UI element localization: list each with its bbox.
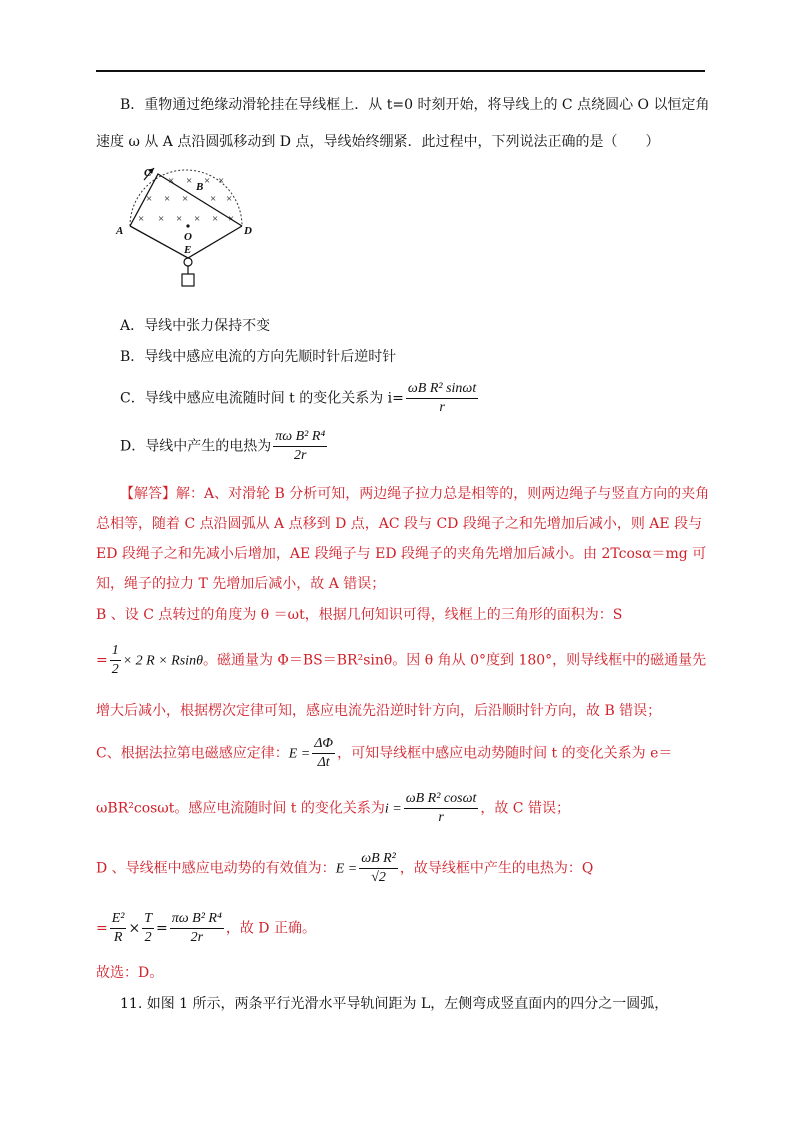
answer-c-line2: ωBR²cosωt。感应电流随时间 t 的变化关系为i = $\frac{\text{ωB R² cosωt}}{r}$ ，故 C 错误； <box>96 791 570 825</box>
answer-b-line2: = $\frac{1}{2}$ × 2 R × Rsinθ。磁通量为 Φ＝BS＝BR²sinθ。因 θ 角从 0°度到 180°，则导线框中的磁通量先 <box>96 643 707 677</box>
label-e: E <box>184 244 192 256</box>
answer-a-line1: 【解答】解：A、对滑轮 B 分析可知，两边绳子拉力总是相等的，则两边绳子与竖直方向的夹角 <box>120 486 710 502</box>
label-o: O <box>184 231 192 243</box>
circuit-figure <box>112 160 252 290</box>
header-rule <box>96 70 705 72</box>
svg-text:×: × <box>164 193 171 205</box>
svg-text:×: × <box>138 213 145 225</box>
answer-d-line1: D 、导线框中感应电动势的有效值为：E = $\frac{\text{ωB R²}}{√2}$ ，故导线框中产生的电热为：Q <box>96 851 594 885</box>
magnetic-field-marks <box>138 175 234 225</box>
answer-a-line2: 总相等，随着 C 点沿圆弧从 A 点移到 D 点，AC 段与 CD 段绳子之和先增加后减小，则 AE 段与 <box>96 516 703 532</box>
option-b: B．导线中感应电流的方向先顺时针后逆时针 <box>120 349 397 365</box>
svg-text:×: × <box>218 175 225 187</box>
svg-text:×: × <box>204 175 211 187</box>
svg-text:×: × <box>226 193 233 205</box>
svg-text:×: × <box>168 175 175 187</box>
label-b: B <box>196 181 204 193</box>
svg-text:×: × <box>146 193 153 205</box>
svg-text:×: × <box>194 213 201 225</box>
svg-text:×: × <box>176 213 183 225</box>
answer-a-line4: 知，绳子的拉力 T 先增加后减小，故 A 错误； <box>96 576 386 592</box>
label-a: A <box>116 225 124 237</box>
option-c: C．导线中感应电流随时间 t 的变化关系为 i= $\frac{\text{ωB R² sinωt}}{r}$ <box>120 381 477 415</box>
answer-c-line1: C、根据法拉第电磁感应定律：E = $\frac{\Delta\Phi}{\Delta t}$ ，可知导线框中感应电动势随时间 t 的变化关系为 e＝ <box>96 736 673 770</box>
question-line-1: B．重物通过绝缘动滑轮挂在导线框上．从 t=0 时刻开始，将导线上的 C 点绕圆心 O 以恒定角 <box>120 97 710 113</box>
answer-d-line2: = $\frac{\text{E²}}{R}$ × $\frac{T}{2}$ = $\frac{\text{πω B² R⁴}}{2r}$ ，故 D 正确。 <box>96 911 316 945</box>
answer-a-line3: ED 段绳子之和先减小后增加，AE 段绳子与 ED 段绳子的夹角先增加后减小。由 2Tcosα＝mg 可 <box>96 546 707 562</box>
svg-text:×: × <box>158 213 165 225</box>
label-c: C <box>144 167 152 179</box>
svg-text:×: × <box>186 175 193 187</box>
label-d: D <box>244 225 252 237</box>
svg-text:×: × <box>228 213 235 225</box>
svg-text:×: × <box>210 193 217 205</box>
answer-b-line3: 增大后减小，根据楞次定律可知，感应电流先沿逆时针方向，后沿顺时针方向，故 B 错误； <box>96 703 662 719</box>
svg-text:×: × <box>212 213 219 225</box>
answer-b-line1: B 、设 C 点转过的角度为 θ ＝ωt，根据几何知识可得，线框上的三角形的面积为：S <box>96 607 623 623</box>
next-question: 11. 如图 1 所示，两条平行光滑水平导轨间距为 L，左侧弯成竖直面内的四分之一圆弧， <box>120 996 669 1012</box>
option-a: A．导线中张力保持不变 <box>120 318 271 334</box>
option-d: D．导线中产生的电热为 $\frac{\text{πω B² R⁴}}{2r}$ <box>120 429 326 463</box>
svg-text:×: × <box>182 193 189 205</box>
question-line-2: 速度 ω 从 A 点沿圆弧移动到 D 点，导线始终绷紧．此过程中，下列说法正确的是（ ） <box>96 134 660 150</box>
answer-final: 故选：D。 <box>96 965 164 981</box>
